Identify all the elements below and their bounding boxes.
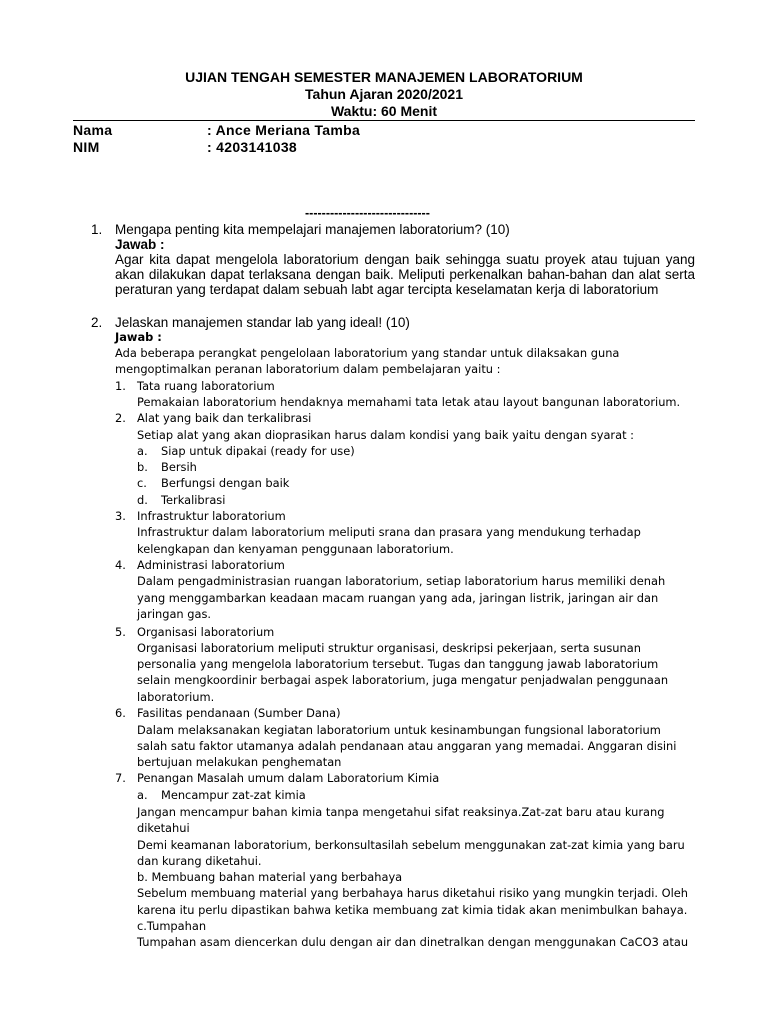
item7-line: dan kurang diketahui. <box>137 854 262 868</box>
name-value: : Ance Meriana Tamba <box>207 122 361 138</box>
item-body-line: Dalam pengadministrasian ruangan laboratorium, setiap laboratorium harus memiliki denah <box>137 574 666 588</box>
sub-text: Berfungsi dengan baik <box>161 476 290 490</box>
item-number: 5. <box>115 625 126 639</box>
q2-answer-label: Jawab : <box>115 330 162 344</box>
item-body-line: bertujuan melakukan penghematan <box>137 755 342 769</box>
item-title: Administrasi laboratorium <box>137 558 285 572</box>
item-title: Tata ruang laboratorium <box>137 379 275 393</box>
item-number: 6. <box>115 706 126 720</box>
item7-line: karena itu perlu dipastikan bahwa ketika membuang zat kimia tidak akan menimbulkan bahaya. <box>137 903 688 917</box>
item7-line: b. Membuang bahan material yang berbahaya <box>137 870 403 884</box>
sub-text: Siap untuk dipakai (ready for use) <box>161 444 355 458</box>
q2-intro-line: mengoptimalkan peranan laboratorium dalam pembelajaran yaitu : <box>115 362 501 376</box>
item-number: 2. <box>115 411 126 425</box>
item-body-line: personalia yang mengelola laboratorium tersebut. Tugas dan tanggung jawab laboratorium <box>137 657 659 671</box>
item-body-line: yang menggambarkan keadaan macam ruangan yang ada, jaringan listrik, jaringan air dan <box>137 591 659 605</box>
name-label: Nama <box>73 122 113 138</box>
sub-text: Terkalibrasi <box>161 493 226 507</box>
item7-line: Tumpahan asam diencerkan dulu dengan air dan dinetralkan dengan menggunakan CaCO3 atau <box>137 935 689 949</box>
q2-question: Jelaskan manajemen standar lab yang ideal! (10) <box>115 315 410 330</box>
item7-line: c.Tumpahan <box>137 919 207 933</box>
item7-line: Demi keamanan laboratorium, berkonsultasilah sebelum menggunakan zat-zat kimia yang baru <box>137 838 685 852</box>
item7-line: Sebelum membuang material yang berbahaya harus diketahui risiko yang mungkin terjadi. Oleh <box>137 886 689 900</box>
item-title: Organisasi laboratorium <box>137 625 275 639</box>
item-body-line: Dalam melaksanakan kegiatan laboratorium untuk kesinambungan fungsional laboratorium <box>137 723 661 737</box>
item7-line: Jangan mencampur bahan kimia tanpa mengetahui sifat reaksinya.Zat-zat baru atau kurang <box>137 805 665 819</box>
sub-text: Mencampur zat-zat kimia <box>161 788 306 802</box>
separator-dashes: ------------------------------ <box>305 206 430 220</box>
item-body-line: Pemakaian laboratorium hendaknya memahami tata letak atau layout bangunan laboratorium. <box>137 395 681 409</box>
q1-answer: Agar kita dapat mengelola laboratorium dengan baik sehingga suatu proyek atau tujuan yang akan dilakukan dapat terlaksana dengan baik. Meliputi perkenalkan bahan-bahan dan alat serta peraturan yang terdapat dalam sebuah labt agar tercipta keselamatan kerja di laboratorium <box>115 252 695 297</box>
item-body-line: Setiap alat yang akan dioprasikan harus dalam kondisi yang baik yaitu dengan syarat : <box>137 428 635 442</box>
sub-letter: a. <box>137 788 148 802</box>
item-number: 1. <box>115 379 126 393</box>
q2-number: 2. <box>91 315 103 330</box>
sub-letter: b. <box>137 460 148 474</box>
item-number: 3. <box>115 509 126 523</box>
item-body-line: selain mengkoordinir berbagai aspek laboratorium, juga mengatur penjadwalan penggunaan <box>137 673 669 687</box>
item-title: Penangan Masalah umum dalam Laboratorium Kimia <box>137 771 440 785</box>
item-number: 4. <box>115 558 126 572</box>
item-body-line: laboratorium. <box>137 690 215 704</box>
item-body-line: jaringan gas. <box>137 607 212 621</box>
sub-letter: a. <box>137 444 148 458</box>
academic-year: Tahun Ajaran 2020/2021 <box>305 86 463 102</box>
item-body-line: salah satu faktor utamanya adalah pendanaan atau anggaran yang memadai. Anggaran disini <box>137 739 677 753</box>
exam-title: UJIAN TENGAH SEMESTER MANAJEMEN LABORATORIUM <box>185 69 583 85</box>
sub-text: Bersih <box>161 460 197 474</box>
sub-letter: d. <box>137 493 148 507</box>
q1-number: 1. <box>91 222 103 237</box>
item-body-line: Organisasi laboratorium meliputi struktur organisasi, deskripsi pekerjaan, serta susunan <box>137 641 641 655</box>
item-title: Fasilitas pendanaan (Sumber Dana) <box>137 706 341 720</box>
q2-intro-line: Ada beberapa perangkat pengelolaan laboratorium yang standar untuk dilaksakan guna <box>115 346 620 360</box>
item7-line: diketahui <box>137 821 190 835</box>
nim-label: NIM <box>73 139 100 155</box>
q1-answer-label: Jawab : <box>115 237 165 252</box>
nim-value: : 4203141038 <box>207 139 298 155</box>
sub-letter: c. <box>137 476 147 490</box>
header-rule <box>73 120 695 121</box>
exam-duration: Waktu: 60 Menit <box>330 103 438 119</box>
item-body-line: kelengkapan dan kenyaman penggunaan laboratorium. <box>137 542 454 556</box>
item-title: Alat yang baik dan terkalibrasi <box>137 411 312 425</box>
item-body-line: Infrastruktur dalam laboratorium meliputi srana dan prasara yang mendukung terhadap <box>137 525 641 539</box>
item-number: 7. <box>115 771 126 785</box>
item-title: Infrastruktur laboratorium <box>137 509 286 523</box>
q1-question: Mengapa penting kita mempelajari manajemen laboratorium? (10) <box>115 222 510 237</box>
